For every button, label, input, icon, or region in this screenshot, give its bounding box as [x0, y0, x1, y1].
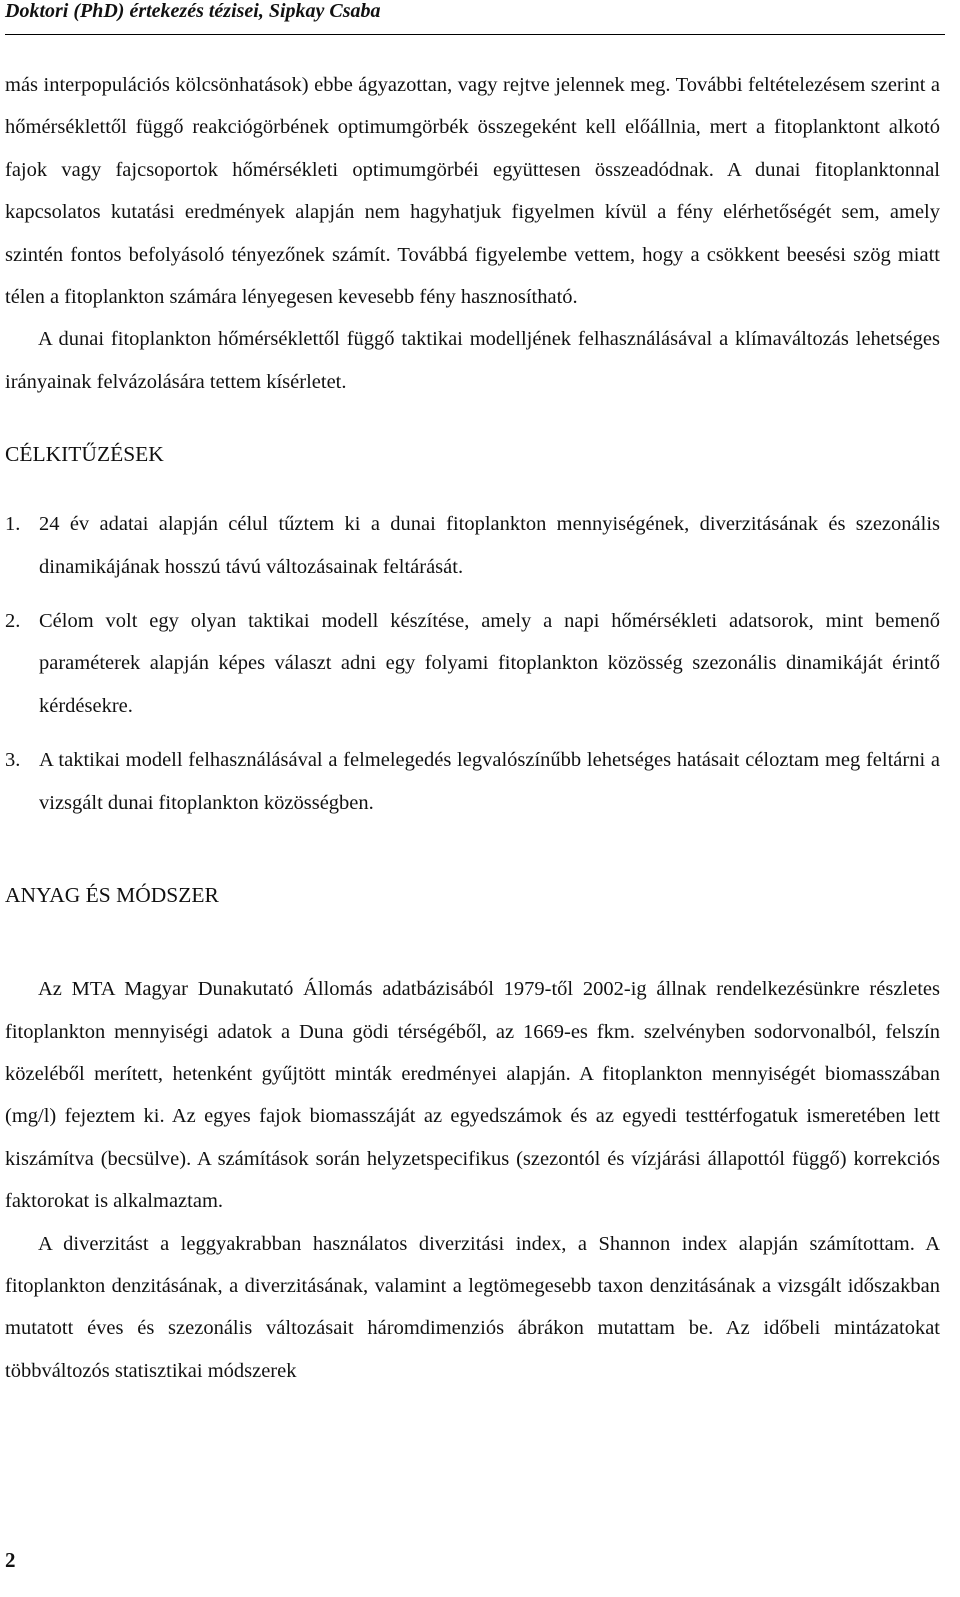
objectives-list: [5, 503, 940, 824]
document-body: [5, 64, 940, 1392]
objective-item: [5, 503, 940, 588]
methods-paragraph: A diverzitást a leggyakrabban használatos diverzitási index, a Shannon index alapján számítottam. A fitoplankton denzitásának, a diverzitásának, valamint a legtömegesebb taxon denzitásának a vizsgált időszakban mutatott éves és szezonális változásait háromdimenziós ábrákon mutattam be. Az időbeli mintázatokat többváltozós statisztikai módszerek: [5, 1232, 940, 1382]
objective-item: [5, 600, 940, 727]
methods-heading: ANYAG ÉS MÓDSZER: [5, 883, 219, 908]
objective-item: [5, 739, 940, 824]
running-header-title: Doktori (PhD) értekezés tézisei, Sipkay Csaba: [5, 0, 381, 22]
objectives-heading: CÉLKITŰZÉSEK: [5, 442, 164, 467]
objective-text: A taktikai modell felhasználásával a felmelegedés legvalószínűbb lehetséges hatásait céloztam meg feltárni a vizsgált dunai fitoplankton közösségben.: [39, 749, 940, 814]
objective-number: 1.: [5, 513, 21, 536]
objective-text: 24 év adatai alapján célul tűztem ki a dunai fitoplankton mennyiségének, diverzitásának és szezonális dinamikájának hosszú távú változásainak feltárását.: [39, 513, 940, 578]
objective-text: Célom volt egy olyan taktikai modell készítése, amely a napi hőmérsékleti adatsorok, mint bemenő paraméterek alapján képes választ adni egy folyami fitoplankton közösség szezonális dinamikáját érintő kérdésekre.: [39, 610, 940, 717]
page-number: 2: [5, 1548, 16, 1572]
intro-paragraph: más interpopulációs kölcsönhatások) ebbe ágyazottan, vagy rejtve jelennek meg. További feltételezésem szerint a hőmérséklettől függő reakciógörbének optimumgörbék összegeként kell előállnia, mert a fitoplanktont alkotó fajok vagy fajcsoportok hőmérsékleti optimumgörbéi együttesen összeadódnak. A dunai fitoplanktonnal kapcsolatos kutatási eredmények alapján nem hagyhatjuk figyelmen kívül a fény elérhetőségét sem, amely szintén fontos befolyásoló tényezőnek számít. Továbbá figyelembe vettem, hogy a csökkent beesési szög miatt télen a fitoplankton számára lényegesen kevesebb fény hasznosítható.: [5, 74, 940, 309]
methods-paragraph: Az MTA Magyar Dunakutató Állomás adatbázisából 1979-től 2002-ig állnak rendelkezésünkre részletes fitoplankton mennyiségi adatok a Duna gödi térségéből, az 1669-es fkm. szelvényben sodorvonalból, felszín közeléből merített, hetenként gyűjtött minták eredményei alapján. A fitoplankton mennyiségét biomasszában (mg/l) fejeztem ki. Az egyes fajok biomasszáját az egyedszámok és az egyedi testtérfogatuk ismeretében lett kiszámítva (becsülve). A számítások során helyzetspecifikus (szezontól és vízjárási állapottól függő) korrekciós faktorokat is alkalmaztam.: [5, 978, 940, 1213]
intro-paragraph: A dunai fitoplankton hőmérséklettől függő taktikai modelljének felhasználásával a klímaváltozás lehetséges irányainak felvázolására tettem kísérletet.: [5, 328, 940, 393]
objective-number: 2.: [5, 610, 21, 633]
objective-number: 3.: [5, 749, 21, 772]
running-header: [5, 0, 945, 35]
